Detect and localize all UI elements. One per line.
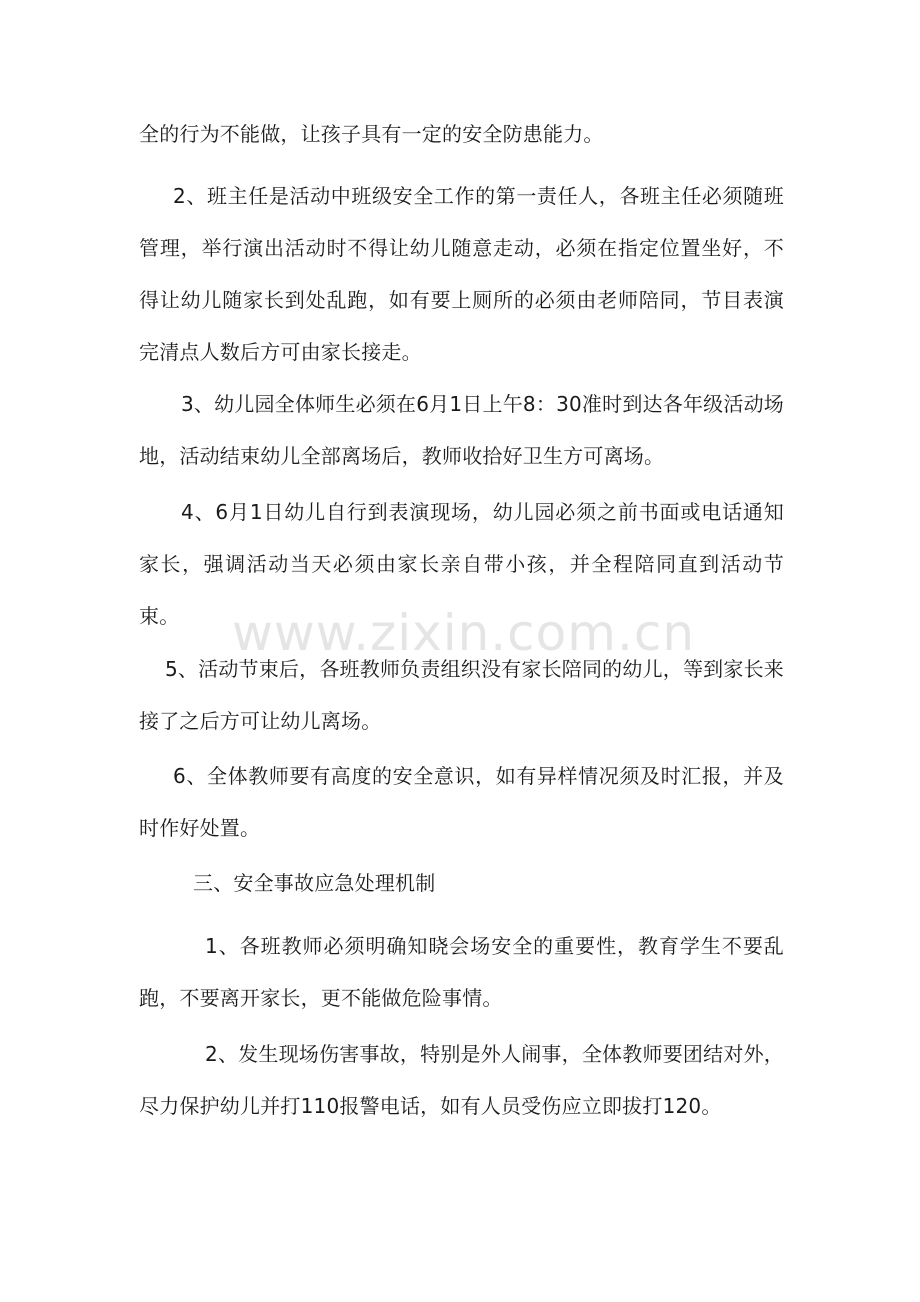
- paragraph-item-2-class-teacher: 2、班主任是活动中班级安全工作的第一责任人，各班主任必须随班管理，举行演出活动时不得让幼儿随意走动，必须在指定位置坐好，不得让幼儿随家长到处乱跑，如有要上厕所的必须由老师陪同，节目表演完清点人数后方可由家长接走。: [139, 184, 784, 364]
- paragraph-safety-awareness: 全的行为不能做，让孩子具有一定的安全防患能力。: [139, 122, 604, 146]
- paragraph-item-6-awareness: 6、全体教师要有高度的安全意识，如有异样情况须及时汇报，并及时作好处置。: [139, 764, 784, 840]
- section-heading-emergency: 三、安全事故应急处理机制: [193, 871, 436, 895]
- paragraph-item-4-notify-parents: 4、6月1日幼儿自行到表演现场，幼儿园必须之前书面或电话通知家长，强调活动当天必须由家长亲自带小孩，并全程陪同直到活动节束。: [139, 500, 784, 628]
- watermark: www.zixin.com.cn: [232, 604, 696, 662]
- paragraph-emergency-item-1: 1、各班教师必须明确知晓会场安全的重要性，教育学生不要乱跑，不要离开家长，更不能做危险事情。: [139, 934, 784, 1010]
- paragraph-emergency-item-2: 2、发生现场伤害事故，特别是外人闹事，全体教师要团结对外，尽力保护幼儿并打110报警电话，如有人员受伤应立即拔打120。: [139, 1042, 784, 1118]
- paragraph-item-3-arrival-time: 3、幼儿园全体师生必须在6月1日上午8：30准时到达各年级活动场地，活动结束幼儿全部离场后，教师收拾好卫生方可离场。: [139, 392, 784, 468]
- paragraph-item-5-after-event: 5、活动节束后，各班教师负责组织没有家长陪同的幼儿，等到家长来接了之后方可让幼儿离场。: [139, 657, 784, 733]
